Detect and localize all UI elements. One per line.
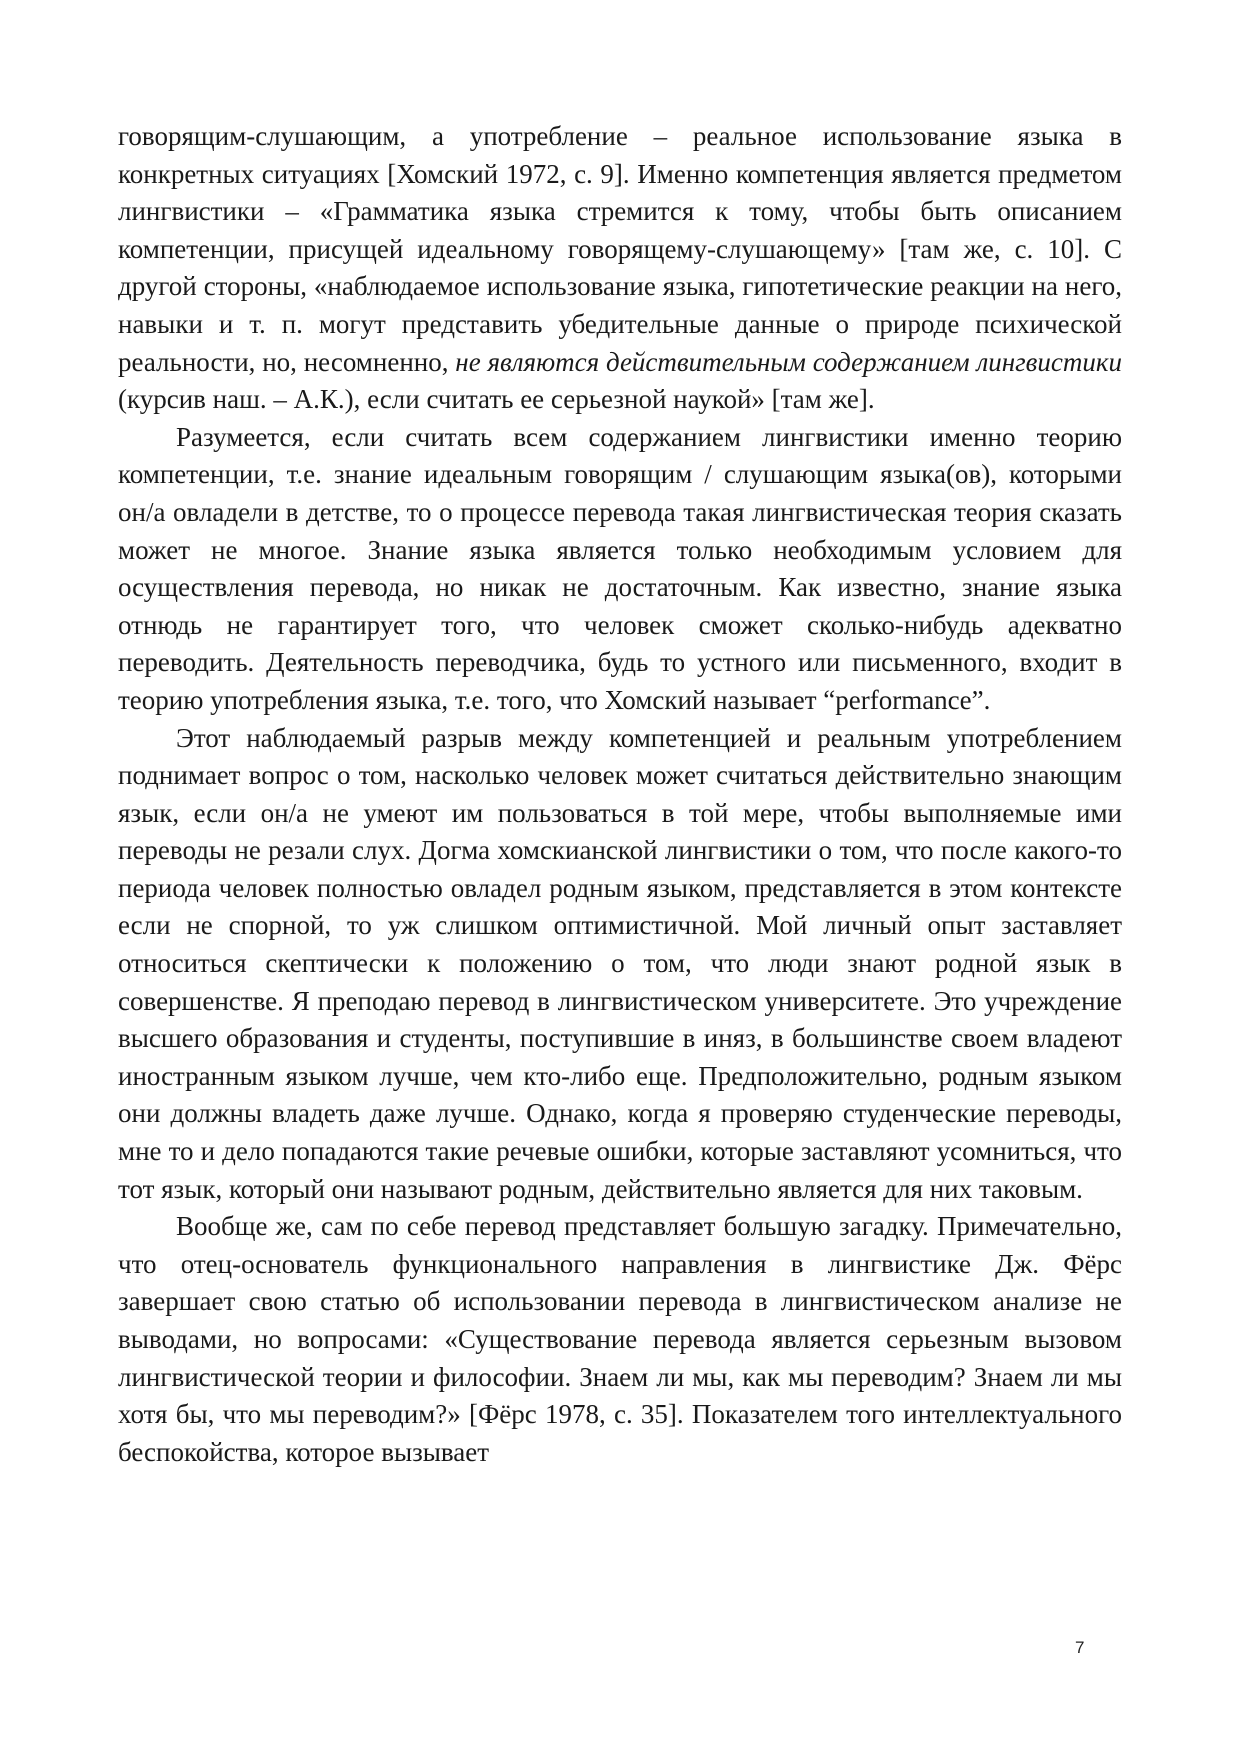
paragraph-3-text: Этот наблюдаемый разрыв между компетенцией и реальным употреблением поднимает вопрос о том, насколько человек может считаться действительно знающим язык, если он/а не умеют им пользоваться в той мере, чтобы выполняемые ими переводы не резали слух. Догма хомскианской лингвистики о том, что после какого-то периода человек полностью овладел родным языком, представляется в этом контексте если не спорной, то уж слишком оптимистичной. Мой личный опыт заставляет относиться скептически к положению о том, что люди знают родной язык в совершенстве. Я преподаю перевод в лингвистическом университете. Это учреждение высшего образования и студенты, поступившие в иняз, в большинстве своем владеют иностранным языком лучше, чем кто-либо еще. Предположительно, родным языком они должны владеть даже лучше. Однако, когда я проверяю студенческие переводы, мне то и дело попадаются такие речевые ошибки, которые заставляют усомниться, что тот язык, который они называют родным, действительно является для них таковым. [118,722,1122,1204]
paragraph-1-text-end: (курсив наш. – А.К.), если считать ее серьезной наукой» [там же]. [118,384,875,415]
paragraph-1-italic-emphasis: не являются действительным содержанием лингвистики [455,346,1123,377]
paragraph-1 [118,118,1122,419]
paragraph-4 [118,1208,1122,1471]
document-page [118,118,1122,1471]
paragraph-4-text: Вообще же, сам по себе перевод представляет большую загадку. Примечательно, что отец-основатель функционального направления в лингвистике Дж. Фёрс завершает свою статью об использовании перевода в лингвистическом анализе не выводами, но вопросами: «Существование перевода является серьезным вызовом лингвистической теории и философии. Знаем ли мы, как мы переводим? Знаем ли мы хотя бы, что мы переводим?» [Фёрс 1978, с. 35]. Показателем того интеллектуального беспокойства, которое вызывает [118,1211,1122,1467]
paragraph-1-text: говорящим-слушающим, а употребление – реальное использование языка в конкретных ситуациях [Хомский 1972, с. 9]. Именно компетенция является предметом лингвистики – «Грамматика языка стремится к тому, чтобы быть описанием компетенции, присущей идеальному говорящему-слушающему» [там же, с. 10]. С другой стороны, «наблюдаемое использование языка, гипотетические реакции на него, навыки и т. п. могут представить убедительные данные о природе психической реальности, но, несомненно, [118,121,1122,377]
paragraph-2-text: Разумеется, если считать всем содержанием лингвистики именно теорию компетенции, т.е. знание идеальным говорящим / слушающим языка(ов), которыми он/а овладели в детстве, то о процессе перевода такая лингвистическая теория сказать может не многое. Знание языка является только необходимым условием для осуществления перевода, но никак не достаточным. Как известно, знание языка отнюдь не гарантирует того, что человек сможет сколько-нибудь адекватно переводить. Деятельность переводчика, будь то устного или письменного, входит в теорию употребления языка, т.е. того, что Хомский называет “performance”. [118,421,1122,715]
page-number: 7 [1075,1638,1085,1657]
paragraph-3 [118,720,1122,1209]
paragraph-2 [118,419,1122,720]
